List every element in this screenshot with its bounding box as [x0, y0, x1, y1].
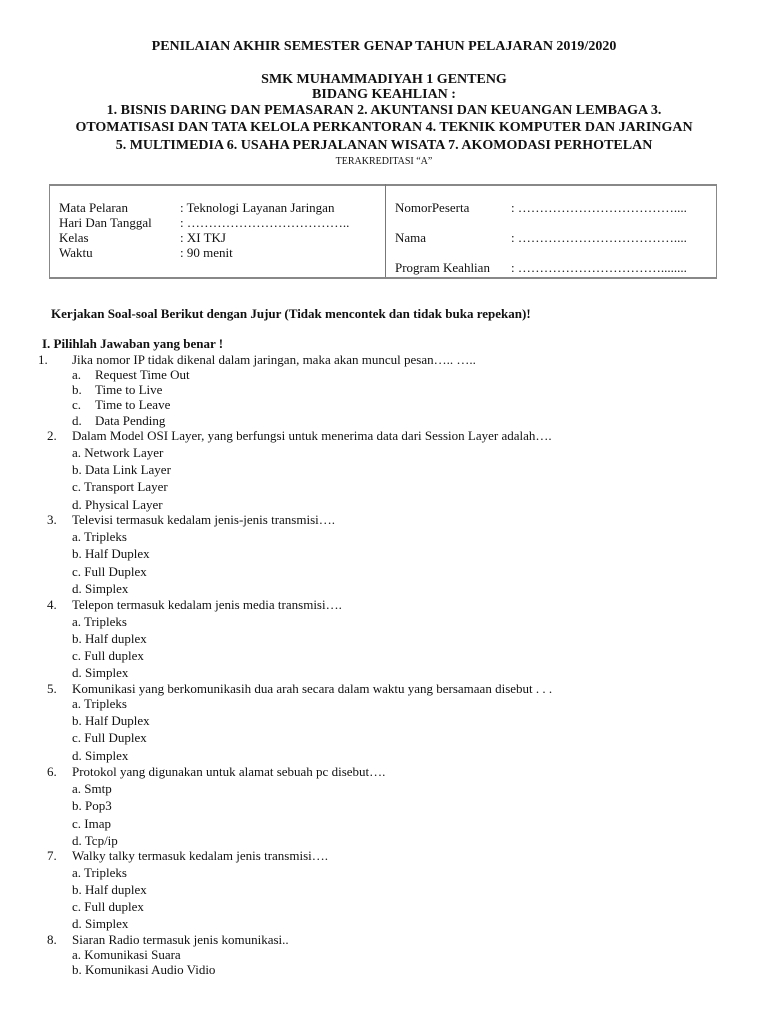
field-label: BIDANG KEAHLIAN :: [312, 87, 456, 102]
info-value-class: : XI TKJ: [180, 230, 226, 245]
exam-title: PENILAIAN AKHIR SEMESTER GENAP TAHUN PELAJARAN 2019/2020: [151, 39, 617, 54]
question-number: 7.: [47, 848, 57, 863]
question-number: 4.: [47, 597, 57, 612]
info-label-name: Nama: [395, 230, 427, 245]
question-text: Televisi termasuk kedalam jenis-jenis transmisi….: [72, 512, 336, 527]
option-text[interactable]: Time to Leave: [95, 397, 171, 412]
question-text: Telepon termasuk kedalam jenis media transmisi….: [72, 597, 342, 612]
accreditation: TERAKREDITASI “A”: [335, 156, 433, 167]
question-text: Dalam Model OSI Layer, yang berfungsi untuk menerima data dari Session Layer adalah….: [72, 428, 552, 443]
option-item[interactable]: a. Komunikasi Suara: [72, 947, 181, 962]
option-letter: a.: [72, 367, 82, 382]
option-item[interactable]: b. Half duplex: [72, 631, 147, 646]
option-item[interactable]: a. Network Layer: [72, 445, 164, 460]
question-text: Walky talky termasuk kedalam jenis transmisi….: [72, 848, 329, 863]
option-letter: b.: [72, 382, 82, 397]
option-item[interactable]: d. Physical Layer: [72, 497, 163, 512]
info-box-right-border: [716, 184, 717, 277]
fields-line-1: 1. BISNIS DARING DAN PEMASARAN 2. AKUNTANSI DAN KEUANGAN LEMBAGA 3.: [106, 103, 662, 118]
instruction: Kerjakan Soal-soal Berikut dengan Jujur (Tidak mencontek dan tidak buka repekan)!: [51, 306, 531, 321]
option-item[interactable]: c. Full duplex: [72, 899, 144, 914]
info-box-bottom-border: [49, 277, 717, 279]
info-value-date[interactable]: : ………………………………..: [180, 215, 350, 230]
info-value-program[interactable]: : ……………………………........: [511, 260, 687, 275]
info-label-date: Hari Dan Tanggal: [59, 215, 152, 230]
section-title: I. Pilihlah Jawaban yang benar !: [42, 336, 224, 351]
fields-line-2: OTOMATISASI DAN TATA KELOLA PERKANTORAN 4. TEKNIK KOMPUTER DAN JARINGAN: [75, 120, 693, 135]
fields-line-3: 5. MULTIMEDIA 6. USAHA PERJALANAN WISATA 7. AKOMODASI PERHOTELAN: [115, 138, 653, 153]
option-text[interactable]: Request Time Out: [95, 367, 190, 382]
option-item[interactable]: a. Smtp: [72, 781, 112, 796]
info-value-participant-number[interactable]: : ………………………………....: [511, 200, 687, 215]
question-number: 5.: [47, 681, 57, 696]
info-label-subject: Mata Pelaran: [59, 200, 128, 215]
question-number: 6.: [47, 764, 57, 779]
question-text: Siaran Radio termasuk jenis komunikasi..: [72, 932, 289, 947]
question-text: Jika nomor IP tidak dikenal dalam jaringan, maka akan muncul pesan….. …..: [72, 352, 476, 367]
info-box-divider: [385, 184, 386, 277]
question-number: 3.: [47, 512, 57, 527]
info-box-top-border: [49, 184, 717, 186]
option-item[interactable]: c. Full Duplex: [72, 564, 147, 579]
info-label-class: Kelas: [59, 230, 89, 245]
question-text: Protokol yang digunakan untuk alamat sebuah pc disebut….: [72, 764, 386, 779]
option-item[interactable]: d. Simplex: [72, 916, 129, 931]
option-item[interactable]: b. Komunikasi Audio Vidio: [72, 962, 216, 977]
option-letter: d.: [72, 413, 82, 428]
option-item[interactable]: b. Data Link Layer: [72, 462, 171, 477]
option-item[interactable]: d. Simplex: [72, 665, 129, 680]
info-label-participant-number: NomorPeserta: [395, 200, 470, 215]
info-label-program: Program Keahlian: [395, 260, 490, 275]
option-item[interactable]: c. Full duplex: [72, 648, 144, 663]
question-text: Komunikasi yang berkomunikasih dua arah secara dalam waktu yang bersamaan disebut . . .: [72, 681, 553, 696]
option-item[interactable]: a. Tripleks: [72, 696, 127, 711]
option-item[interactable]: b. Half duplex: [72, 882, 147, 897]
option-item[interactable]: c. Transport Layer: [72, 479, 168, 494]
option-item[interactable]: a. Tripleks: [72, 614, 127, 629]
option-letter: c.: [72, 397, 82, 412]
option-item[interactable]: c. Full Duplex: [72, 730, 147, 745]
option-text[interactable]: Time to Live: [95, 382, 163, 397]
info-value-time: : 90 menit: [180, 245, 233, 260]
option-item[interactable]: b. Half Duplex: [72, 713, 150, 728]
option-text[interactable]: Data Pending: [95, 413, 166, 428]
option-item[interactable]: a. Tripleks: [72, 865, 127, 880]
option-item[interactable]: d. Tcp/ip: [72, 833, 118, 848]
option-item[interactable]: b. Half Duplex: [72, 546, 150, 561]
question-number: 1.: [38, 352, 48, 367]
school-name: SMK MUHAMMADIYAH 1 GENTENG: [261, 72, 507, 87]
option-item[interactable]: d. Simplex: [72, 581, 129, 596]
info-label-time: Waktu: [59, 245, 93, 260]
option-item[interactable]: c. Imap: [72, 816, 111, 831]
question-number: 8.: [47, 932, 57, 947]
option-item[interactable]: a. Tripleks: [72, 529, 127, 544]
info-value-subject: : Teknologi Layanan Jaringan: [180, 200, 335, 215]
info-value-name[interactable]: : ………………………………....: [511, 230, 687, 245]
option-item[interactable]: b. Pop3: [72, 798, 112, 813]
question-number: 2.: [47, 428, 57, 443]
option-item[interactable]: d. Simplex: [72, 748, 129, 763]
info-box-left-border: [49, 184, 50, 277]
